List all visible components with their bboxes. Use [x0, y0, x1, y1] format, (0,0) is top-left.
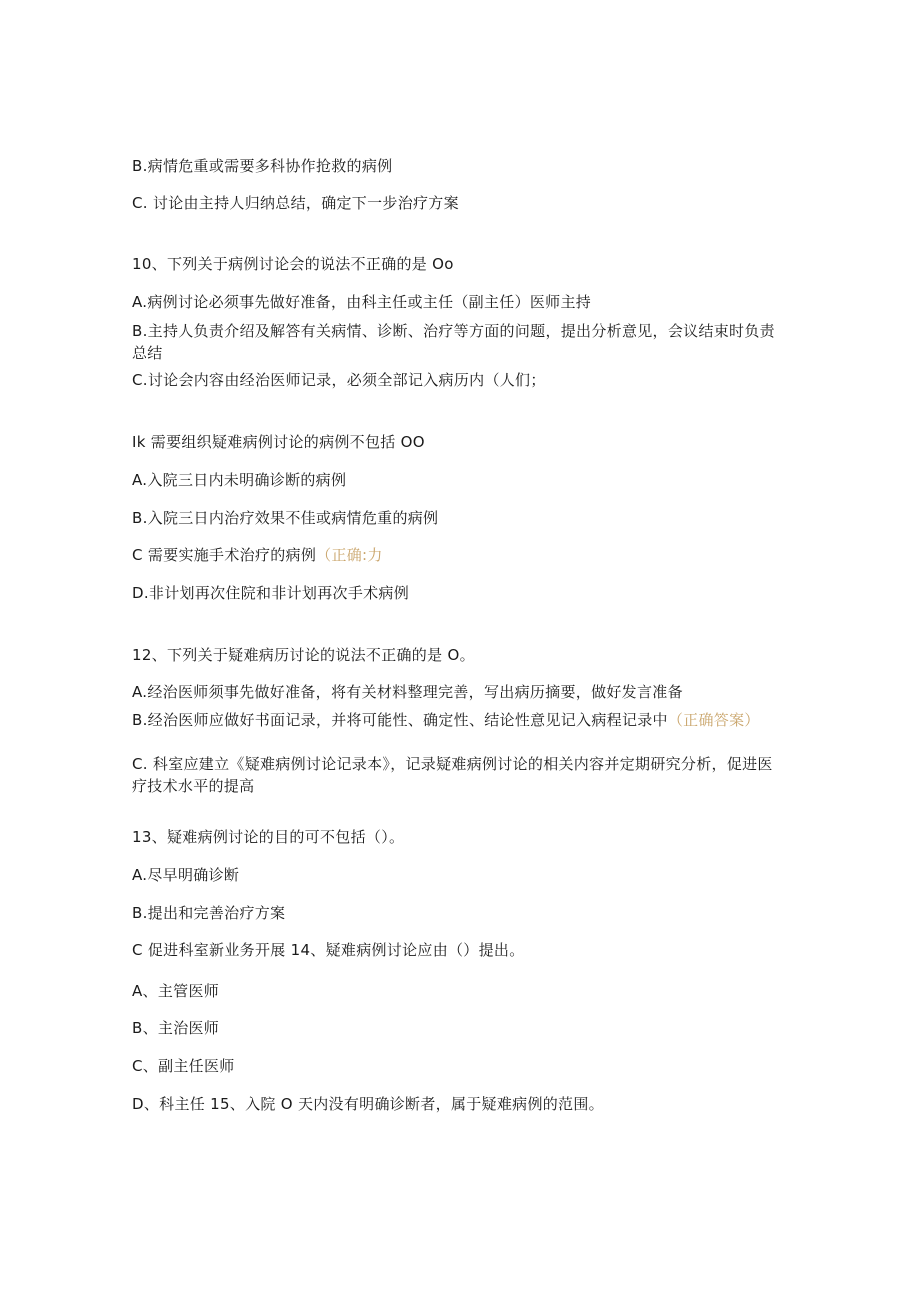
- option-text: A.病例讨论必须事先做好准备，由科主任或主任（副主任）医师主持: [132, 293, 592, 311]
- option-10b: [132, 320, 780, 364]
- question-text: 12、下列关于疑难病历讨论的说法不正确的是 O。: [132, 646, 475, 664]
- option-text: B、主治医师: [132, 1019, 220, 1037]
- option-11b: [132, 507, 792, 529]
- option-13b: [132, 902, 792, 924]
- option-text: A、主管医师: [132, 982, 220, 1000]
- option-9c: [132, 192, 792, 214]
- option-9b: [132, 155, 792, 177]
- option-11c: [132, 544, 792, 566]
- option-text: C 需要实施手术治疗的病例: [132, 546, 317, 564]
- question-text: 10、下列关于病例讨论会的说法不正确的是 Oo: [132, 255, 454, 273]
- option-14d-question-15: [132, 1093, 792, 1115]
- option-text: B.病情危重或需要多科协作抢救的病例: [132, 157, 393, 175]
- option-11d: [132, 582, 792, 604]
- option-text: C、副主任医师: [132, 1057, 235, 1075]
- option-text: B.经治医师应做好书面记录，并将可能性、确定性、结论性意见记入病程记录中: [132, 711, 668, 729]
- option-12a: [132, 681, 792, 703]
- option-text: A.尽早明确诊断: [132, 866, 240, 884]
- option-text: A.经治医师须事先做好准备，将有关材料整理完善，写出病历摘要，做好发言准备: [132, 683, 683, 701]
- question-11: [132, 431, 792, 453]
- question-12: [132, 644, 792, 666]
- option-11a: [132, 469, 792, 491]
- answer-mark: （正确:力: [316, 546, 383, 564]
- option-text: A.入院三日内未明确诊断的病例: [132, 471, 347, 489]
- option-text: D.非计划再次住院和非计划再次手术病例: [132, 584, 410, 602]
- option-text: B.入院三日内治疗效果不佳或病情危重的病例: [132, 509, 439, 527]
- option-13a: [132, 864, 792, 886]
- option-12c: [132, 753, 780, 797]
- option-text: B.提出和完善治疗方案: [132, 904, 286, 922]
- option-text: C.讨论会内容由经治医师记录，必须全部记入病历内（人们；: [132, 371, 546, 389]
- option-14a: [132, 980, 792, 1002]
- question-text: 13、疑难病例讨论的目的可不包括（）。: [132, 828, 405, 846]
- option-14b: [132, 1017, 792, 1039]
- option-12b: [132, 709, 780, 731]
- option-text: B.主持人负责介绍及解答有关病情、诊断、治疗等方面的问题，提出分析意见，会议结束时负责总结: [132, 322, 775, 362]
- question-10: [132, 253, 792, 275]
- option-text: C. 科室应建立《疑难病例讨论记录本》，记录疑难病例讨论的相关内容并定期研究分析，促进医疗技术水平的提高: [132, 755, 773, 795]
- option-10c: [132, 369, 792, 391]
- option-10a: [132, 291, 792, 313]
- option-text: D、科主任 15、入院 O 天内没有明确诊断者，属于疑难病例的范围。: [132, 1095, 604, 1113]
- option-text: C 促进科室新业务开展 14、疑难病例讨论应由（）提出。: [132, 941, 525, 959]
- answer-mark: （正确答案）: [667, 711, 760, 729]
- question-text: Ik 需要组织疑难病例讨论的病例不包括 OO: [132, 433, 425, 451]
- option-13c-question-14: [132, 939, 792, 961]
- option-14c: [132, 1055, 792, 1077]
- question-13: [132, 826, 792, 848]
- option-text: C. 讨论由主持人归纳总结，确定下一步治疗方案: [132, 194, 459, 212]
